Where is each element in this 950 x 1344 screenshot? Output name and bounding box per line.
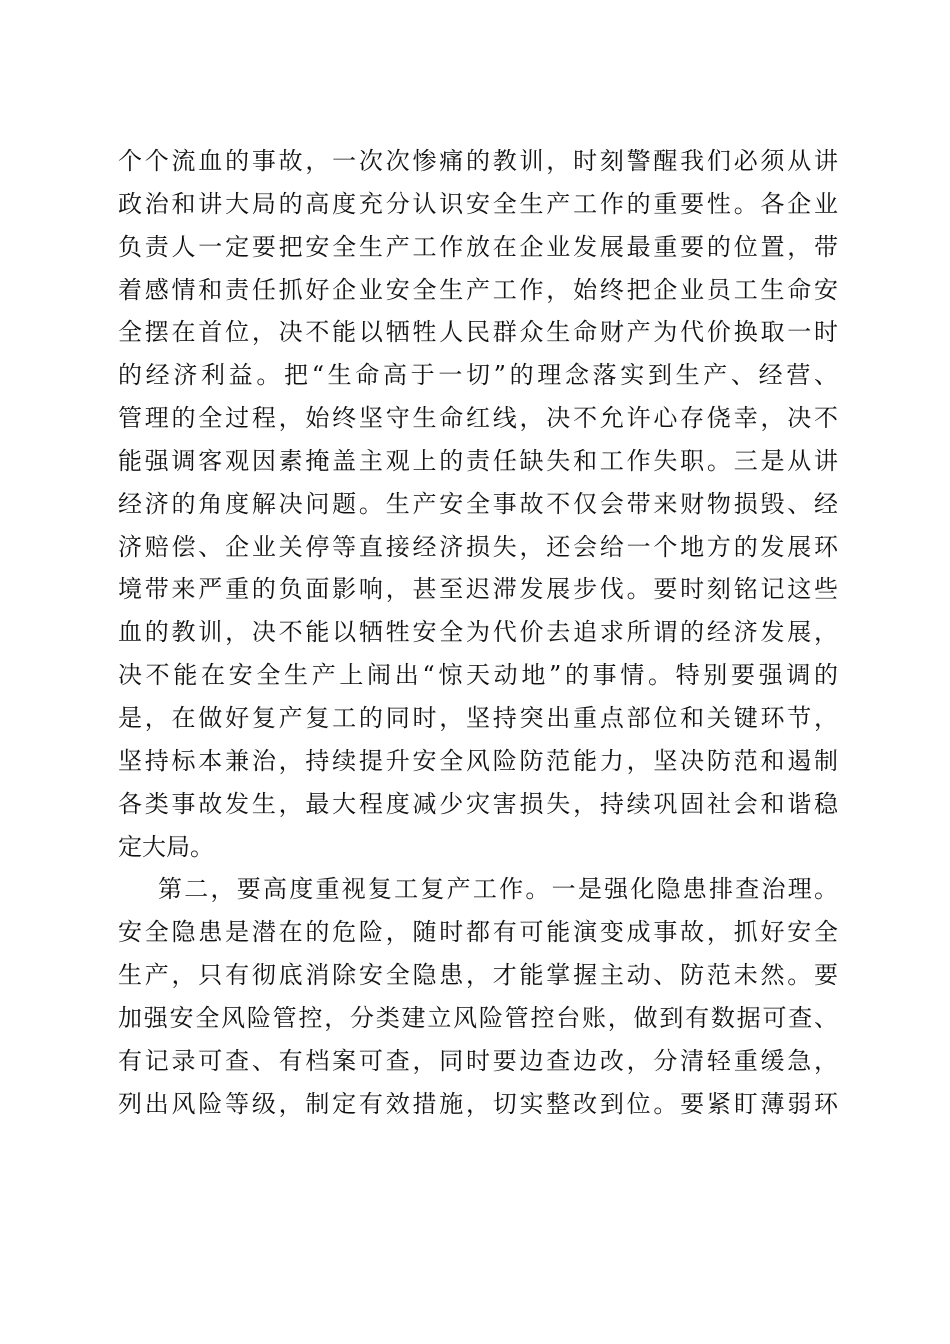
text-line: 血的教训，决不能以牺牲安全为代价去追求所谓的经济发展， — [118, 618, 838, 647]
body-text — [118, 140, 838, 1125]
text-line: 是，在做好复产复工的同时，坚持突出重点部位和关键环节， — [118, 703, 838, 732]
text-line: 各类事故发生，最大程度减少灾害损失，持续巩固社会和谐稳 — [118, 789, 838, 818]
text-line: 的经济利益。把“生命高于一切”的理念落实到生产、经营、 — [118, 361, 838, 390]
text-line: 济赔偿、企业关停等直接经济损失，还会给一个地方的发展环 — [118, 532, 838, 561]
text-line: 加强安全风险管控，分类建立风险管控台账，做到有数据可查、 — [118, 1003, 838, 1032]
text-line: 经济的角度解决问题。生产安全事故不仅会带来财物损毁、经 — [118, 489, 838, 518]
text-line: 全摆在首位，决不能以牺牲人民群众生命财产为代价换取一时 — [118, 318, 838, 347]
paragraph-end-line: 定大局。 — [118, 832, 214, 861]
text-line: 列出风险等级，制定有效措施，切实整改到位。要紧盯薄弱环 — [118, 1089, 838, 1118]
text-line: 政治和讲大局的高度充分认识安全生产工作的重要性。各企业 — [118, 189, 838, 218]
text-line: 负责人一定要把安全生产工作放在企业发展最重要的位置，带 — [118, 232, 838, 261]
text-line: 安全隐患是潜在的危险，随时都有可能演变成事故，抓好安全 — [118, 918, 838, 947]
text-line: 境带来严重的负面影响，甚至迟滞发展步伐。要时刻铭记这些 — [118, 575, 838, 604]
text-line: 个个流血的事故，一次次惨痛的教训，时刻警醒我们必须从讲 — [118, 147, 838, 175]
text-line: 决不能在安全生产上闹出“惊天动地”的事情。特别要强调的 — [118, 661, 838, 690]
text-line: 能强调客观因素掩盖主观上的责任缺失和工作失职。三是从讲 — [118, 446, 838, 475]
text-line: 生产，只有彻底消除安全隐患，才能掌握主动、防范未然。要 — [118, 961, 838, 990]
text-line: 管理的全过程，始终坚守生命红线，决不允许心存侥幸，决不 — [118, 404, 838, 433]
text-line: 坚持标本兼治，持续提升安全风险防范能力，坚决防范和遏制 — [118, 746, 838, 775]
paragraph-start-line: 第二，要高度重视复工复产工作。一是强化隐患排查治理。 — [158, 875, 838, 904]
text-line: 有记录可查、有档案可查，同时要边查边改，分清轻重缓急， — [118, 1046, 838, 1075]
text-line: 着感情和责任抓好企业安全生产工作，始终把企业员工生命安 — [118, 275, 838, 304]
